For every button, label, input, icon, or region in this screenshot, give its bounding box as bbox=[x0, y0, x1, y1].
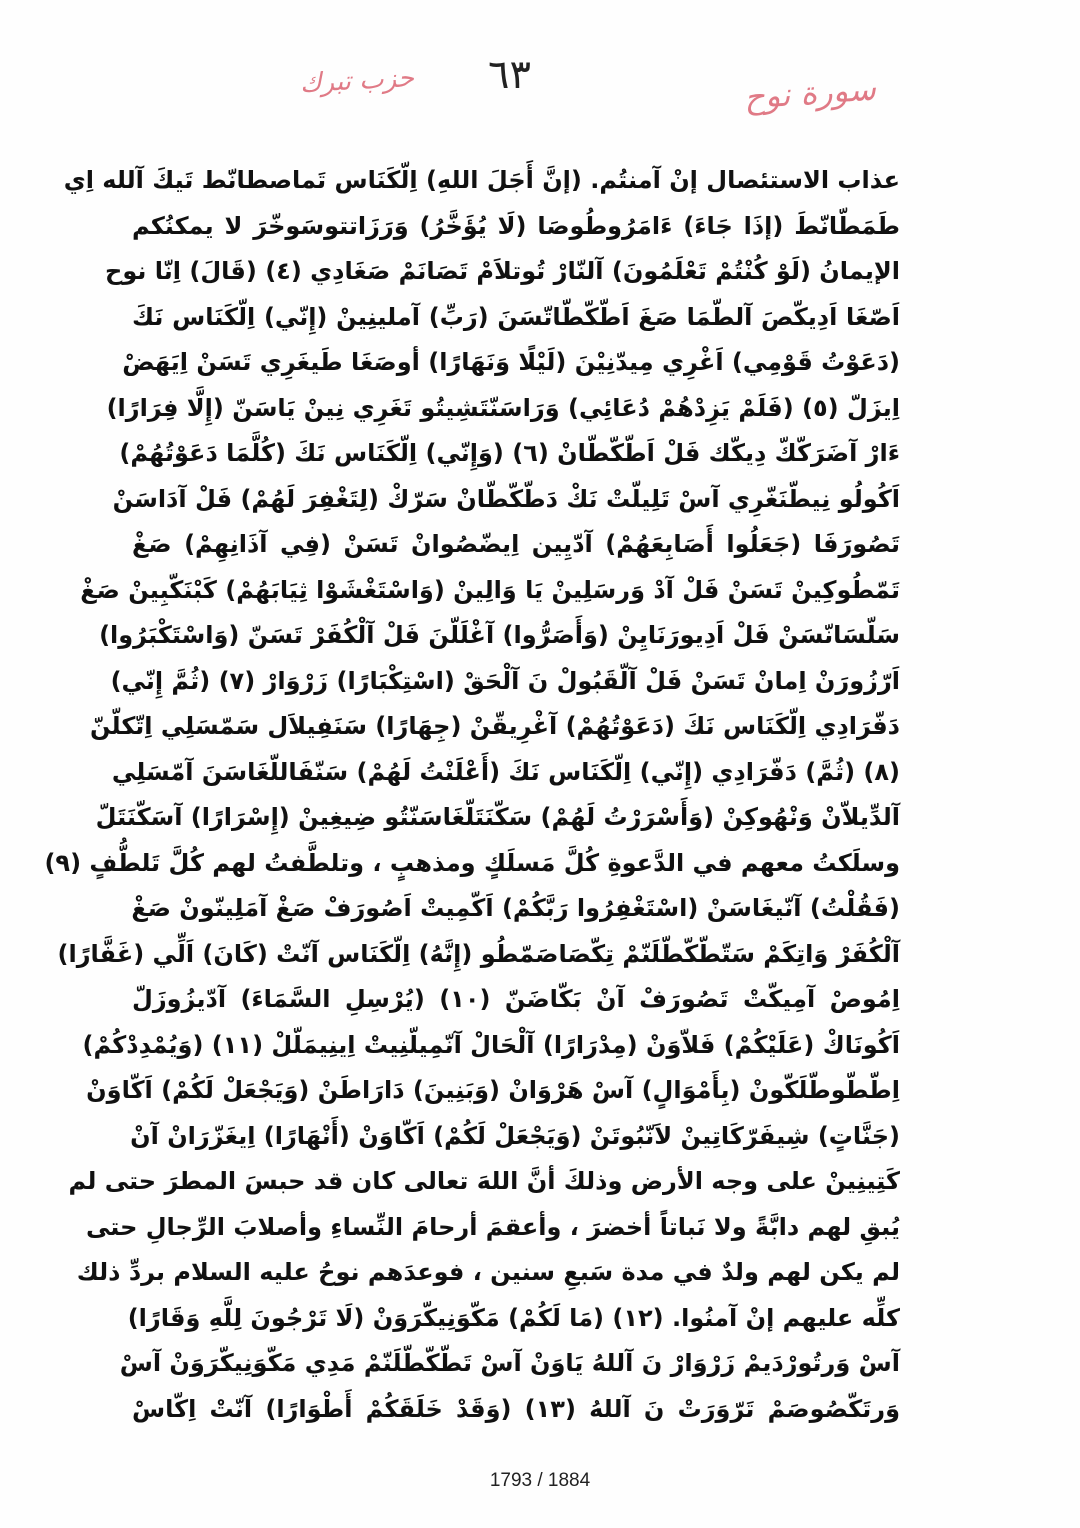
text-line: آلْكُفَرْ وَاتِكَمْ سَتّطّكّطّلَنّمْ تِكّصَاصَمّطُو (إِنَّهُ) اِلّكَنَاس آنّتْ (كَانَ) اَلِّي (غَفَّارًا) bbox=[57, 939, 900, 968]
text-line: اِطّطّوطّلَكّونْ (بِأَمْوَالٍ) آسْ هَرْوَانْ (وَبَنِينَ) دَارَاطَنْ (وَيَجْعَلْ لَكُمْ) اَكّاوَنْ bbox=[86, 1076, 900, 1104]
text-line: (دَعَوْتُ قَوْمِي) اَغْرِي مِيدّنِيْنَ (لَيْلًا وَنَهَارًا) أوصَغَا طَيغَرِي تَسَنْ اِيَهَضْ bbox=[122, 348, 900, 376]
text-line: آسْ وَرتُورْدَيمْ زَرْوَارْ نَ آللهُ يَاوَنْ آسْ تَطّكّطّلَنّمْ مَدِي مَكّوَنِيكّرَوَنْ آسْ bbox=[119, 1349, 900, 1377]
text-line: كلِّه عليهم إنْ آمنُوا. (١٢) (مَا لَكُمْ) مَكّوَنِيكّرَوَنْ (لَا تَرْجُونَ لِلَّهِ وَقَارًا) bbox=[127, 1303, 900, 1332]
page-counter: 1793 / 1884 bbox=[489, 1470, 591, 1491]
text-line: ءَارْ آضَرَكّكّ دِيكّك فَلْ اَطّكّطّانْ (٦) (وَإِنّي) اِلّكَنَاس نَكَ (كُلَّمَا دَعَوْتُهُمْ) bbox=[119, 439, 900, 467]
body-text bbox=[44, 158, 901, 1432]
handwritten-surah-title: سورة نوح bbox=[742, 69, 877, 117]
text-line: تَمّطُوكِينْ تَسَنْ فَلْ آدْ وَرسَلِينْ يَا وَالِينْ (وَاسْتَغْشَوْا ثِيَابَهُمْ) كَبْنَكّبِينْ صَغْ bbox=[80, 575, 900, 604]
text-line: كَتِينِينْ على وجه الأرض وذلكَ أنَّ اللهَ تعالى كان قد حبسَ المطرَ حتى لم bbox=[68, 1167, 900, 1195]
text-line: (فَقُلْتُ) آنّيغَاسَنْ (اسْتَغْفِرُوا رَبَّكُمْ) اَكّمِيتْ اَصُورَفْ صَغْ آمَلِينّونْ صَغْ bbox=[131, 894, 900, 922]
text-line: آلدِّيلاّنْ وَنْهُوكِنْ (وَأَسْرَرْتُ لَهُمْ) سَكّنَتَلّغَاسَنّتُو ضِيغِينْ (إِسْرَارًا) آسَكّنَتَلّ bbox=[95, 803, 900, 831]
text-line: اِمُوصْ آمِيكّتْ تَصُورَفْ آنْ بَكّاضَنّ (١٠) (يُرْسِلِ السَّمَاءَ) آدّيزُوزَلّ bbox=[132, 985, 901, 1013]
page-header bbox=[0, 52, 1080, 122]
text-line: طَمَطّانّطَ (إذَا جَاءَ) ءَامَرُوطُوصَا (لَا يُؤَخَّرُ) وَرَزَاتتوسَوخّرَ لا يمكنُكم bbox=[132, 211, 900, 240]
page-number: ٦٣ bbox=[488, 52, 531, 98]
text-line: سَلّسَانّسَنْ فَلْ اَدِيورَنَايِنْ (وَأَصَرُّوا) آغْلَلّنَ فَلْ آلْكُفَرْ تَسَنّ (وَاسْتَكْبَرُوا) bbox=[99, 621, 900, 649]
text-line: اَكُولُو نِيطّنَغّرِي آسْ تَلِيلّتْ نَكْ دَطّكّطّانْ سَرّكْ (لِتَغْفِرَ لَهُمْ) فَلْ آدَاسَنْ bbox=[112, 484, 900, 513]
text-line: يُبقِ لهم دابَّةً ولا نَباتاً أخضرَ ، وأعقمَ أرحامَ النِّساءِ وأصلابَ الرِّجالِ حتى bbox=[85, 1212, 900, 1241]
text-line: اَصّغَا اَدِيكّصَ آلطّمَا صَغَ اَطّكّطّاتّسَنَ (رَبِّ) آملينِينْ (إِنّي) اِلّكَنَاس نَكَ bbox=[132, 302, 900, 331]
text-line: وَرتَكّصُوصَمْ تَرّوَرَتْ نَ آللهُ (١٣) (وَقَدْ خَلَقَكُمْ أَطْوَارًا) آنّتْ اِكّاسْ bbox=[132, 1394, 900, 1423]
text-line: اَرّزُورَنْ اِمانْ تَسَنْ فَلْ آلّقَبُولْ نَ آلْحَقْ (اسْتِكْبَارًا) زَرْوَارْ (٧) (ثُمَّ إِنّي) bbox=[110, 666, 900, 695]
text-line: اَكُونَاكْ (عَلَيْكُمْ) فَلاّوَنْ (مِدْرَارًا) آلْحَالْ آنّمِيلّنِيتْ اِينِيمَلّلْ (١١) (وَيُمْدِدْكُمْ) bbox=[82, 1030, 900, 1059]
text-line: دَفّرَادِي اِلّكَنَاس نَكَ (دَعَوْتُهُمْ) آغْرِيقّنْ (جِهَارًا) سَنَفِيلاَل سَمّسَلِي اِتّكلّنّ bbox=[89, 712, 900, 740]
text-line: (جَنَّاتٍ) شِيفَرّكَاتِينْ لاَنّبُوتَنْ (وَيَجْعَلْ لَكُمْ) اَكّاوَنْ (أَنْهَارًا) اِيغَزّرَانْ آنْ bbox=[130, 1121, 900, 1150]
text-line: الإيمانُ (لَوْ كُنْتُمْ تَعْلَمُونَ) آلنّارْ تُوتلاَمْ تَصَانَمْ صَغَادِي (٤) (قَالَ) اِنّا نوح bbox=[105, 257, 900, 285]
text-line: اِيزَلّ (٥) (فَلَمْ يَزِدْهُمْ دُعَائِي) وَرَاسَنّتَشِيتُو تَغَرِي نِينْ يَاسَنّ (إِلَّا فِرَارًا) bbox=[106, 393, 900, 422]
text-line: عذاب الاستئصال إنْ آمنتُم. (إنَّ أَجَلَ اللهِ) اِلّكَنَاس تَماصطانّط تَيكَ آلله اِي bbox=[63, 166, 900, 194]
handwritten-hizb-note: حزب تبرك bbox=[299, 63, 415, 99]
text-line: (٨) (ثُمَّ) دَفّرَادِي (إِنّي) اِلّكَنَاس نَكَ (أَعْلَنْتُ لَهُمْ) سَنّفَاللّغَاسَنَ آمّسَلِي bbox=[111, 757, 900, 786]
text-line: لم يكن لهم ولدٌ في مدة سَبعِ سنين ، فوعدَهم نوحُ عليه السلام بردِّ ذلك bbox=[76, 1258, 900, 1286]
text-line: وسلَكتُ معهم في الدَّعوةِ كُلَّ مَسلَكٍ ومذهبٍ ، وتلطَّفتُ لهم كُلَّ تَلطُّفٍ (٩) bbox=[44, 848, 900, 877]
text-line: تَصُورَفَا (جَعَلُوا أَصَابِعَهُمْ) آدّيِين اِيضّصُوانْ تَسَنْ (فِي آذَانِهِمْ) صَغْ bbox=[132, 530, 900, 558]
